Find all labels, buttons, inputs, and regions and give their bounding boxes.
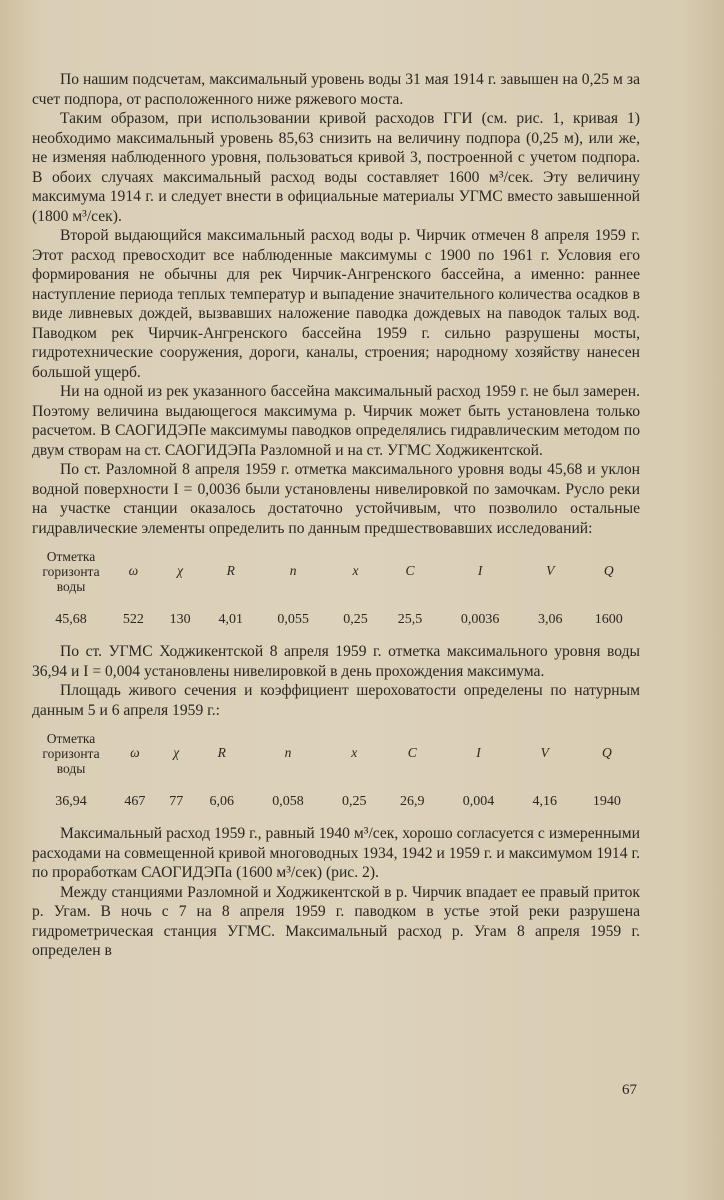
table-cell: 0,25 [342, 794, 367, 810]
col-header: Q [602, 745, 612, 761]
col-header: C [405, 563, 415, 579]
table-cell: 0,058 [272, 794, 304, 810]
table-row [32, 598, 640, 642]
col-header: n [284, 745, 292, 761]
paragraph: Таким образом, при использовании кривой расходов ГГИ (см. рис. 1, кривая 1) необходимо максимальный уровень 85,63 снизить на величину подпора (0,25 м), или же, не изменяя наблюденного уровня, пользоваться кривой 3, построенной с учетом подпора. В обоих случаях максимальный расход воды составляет 1600 м³/сек. Эту величину максимума 1914 г. и следует внести в официальные материалы УГМС вместо завышенной (1800 м³/сек). [32, 110, 640, 225]
table-header-row [32, 726, 640, 780]
table-cell: 467 [124, 794, 146, 810]
table-header-row [32, 544, 640, 598]
col-header: R [226, 563, 235, 579]
paragraph: Максимальный расход 1959 г., равный 1940 м³/сек, хорошо согласуется с измеренными расходами на совмещенной кривой многоводных 1934, 1942 и 1959 г. и максимумом 1914 г. по проработкам САОГИДЭПа (1600 м³/сек) (рис. 2). [32, 825, 640, 881]
paragraph: Второй выдающийся максимальный расход воды р. Чирчик отмечен 8 апреля 1959 г. Этот расход превосходит все наблюденные максимумы с 1900 по 1961 г. Условия его формирования не обычны для рек Чирчик-Ангренского бассейна, а именно: раннее наступление периода теплых температур и выпадение значительного количества осадков в виде ливневых дождей, вызвавших наложение паводка дождевых на паводок талых вод. Паводком рек Чирчик-Ангренского бассейна 1959 г. сильно разрушены мосты, гидротехнические сооружения, дороги, каналы, строения; народному хозяйству нанесен большой ущерб. [32, 227, 640, 381]
table-cell: 25,5 [397, 612, 423, 628]
col-header: I [477, 563, 483, 579]
table-cell: 130 [169, 612, 191, 628]
paragraph: Между станциями Разломной и Ходжикентской в р. Чирчик впадает ее правый приток р. Угам. В ночь с 7 на 8 апреля 1959 г. паводком в устье этой реки разрушена гидрометрическая станция УГМС. Максимальный расход р. Угам 8 апреля 1959 г. определен в [32, 883, 640, 959]
paragraph: По нашим подсчетам, максимальный уровень воды 31 мая 1914 г. завышен на 0,25 м за счет подпора, от расположенного ниже ряжевого моста. [32, 71, 640, 108]
table-cell: 0,0036 [460, 612, 500, 628]
col-header: χ [173, 745, 180, 761]
col-header: x [352, 563, 359, 579]
table-cell: 4,01 [218, 612, 244, 628]
page-number: 67 [622, 1082, 637, 1098]
table-cell: 77 [169, 794, 184, 810]
paragraph: По ст. УГМС Ходжикентской 8 апреля 1959 г. отметка максимального уровня воды 36,94 и I = 0,004 установлены нивелировкой в день прохождения максимума. [32, 643, 640, 680]
level-header: Отметка горизонта воды [42, 730, 100, 776]
table-cell: 0,25 [343, 612, 368, 628]
col-header: R [217, 745, 226, 761]
table-cell: 26,9 [400, 794, 425, 810]
table-cell: 0,055 [277, 612, 309, 628]
col-header: ω [130, 745, 140, 761]
paragraph: Ни на одной из рек указанного бассейна максимальный расход 1959 г. не был замерен. Поэтому величина выдающегося максимума р. Чирчик может быть установлена только расчетом. В САОГИДЭПе максимумы паводков определялись гидравлическим методом по двум створам на ст. САОГИДЭПа Разломной и на ст. УГМС Ходжикентской. [32, 383, 640, 459]
col-header: C [407, 745, 417, 761]
table-cell: 1940 [592, 794, 621, 810]
col-header: x [351, 745, 358, 761]
table-cell: 4,16 [532, 794, 558, 810]
body-text [32, 70, 640, 961]
paragraph: По ст. Разломной 8 апреля 1959 г. отметка максимального уровня воды 45,68 и уклон водной поверхности I = 0,0036 были установлены нивелировкой по замочкам. Русло реки на участке станции оказалось достаточно устойчивым, что позволило остальные гидравлические элементы определить по данным предшествовавших исследований: [32, 461, 640, 537]
col-header: I [476, 745, 481, 761]
col-header: V [546, 563, 555, 579]
table-cell: 45,68 [55, 612, 87, 628]
level-header: Отметка горизонта воды [42, 548, 100, 594]
col-header: n [289, 563, 297, 579]
col-header: χ [177, 563, 184, 579]
table-cell: 3,06 [538, 612, 563, 628]
hydraulic-table-razlomnaya [32, 544, 640, 642]
col-header: ω [128, 563, 139, 579]
col-header: V [540, 745, 549, 761]
table-cell: 36,94 [55, 794, 87, 810]
table-cell: 522 [122, 612, 144, 628]
table-cell: 1600 [594, 612, 623, 628]
table-row [32, 780, 640, 824]
col-header: Q [603, 563, 614, 579]
paragraph: Площадь живого сечения и коэффициент шероховатости определены по натурным данным 5 и 6 апреля 1959 г.: [32, 682, 640, 719]
table-cell: 0,004 [462, 794, 495, 810]
hydraulic-table-khodzhikent [32, 726, 640, 824]
table-cell: 6,06 [209, 794, 235, 810]
